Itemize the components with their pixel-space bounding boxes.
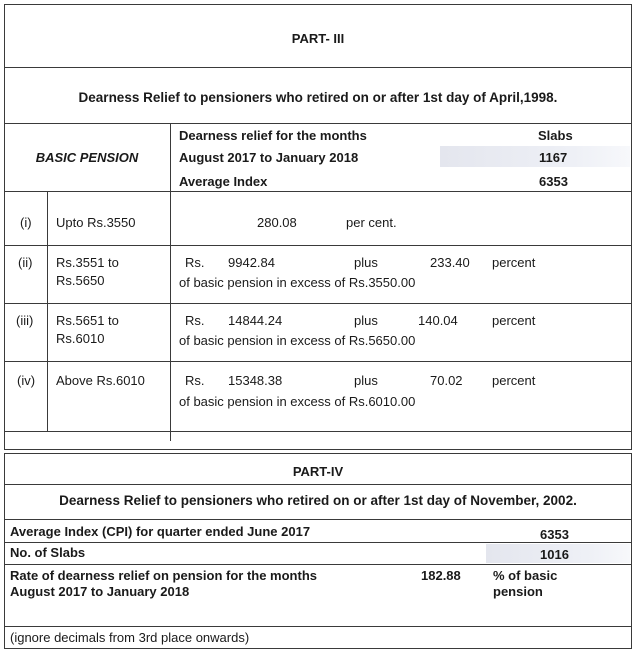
row-amount: 14844.24	[228, 313, 283, 328]
row-plus: per cent.	[346, 215, 397, 230]
months-range-label: August 2017 to January 2018	[179, 150, 359, 165]
rate-months-label: August 2017 to January 2018	[10, 584, 190, 599]
divider	[4, 626, 632, 627]
row-range: Rs.5651 to	[56, 313, 119, 328]
divider	[4, 484, 632, 485]
row-percent-word: percent	[492, 373, 536, 388]
row-plus: plus	[354, 255, 378, 270]
slabs-shade	[440, 146, 630, 167]
row-amount: 15348.38	[228, 373, 283, 388]
row-plus: plus	[354, 313, 378, 328]
row-number: (ii)	[18, 255, 33, 270]
rate-unit-continued: pension	[493, 584, 543, 599]
slabs-value: 1167	[539, 150, 568, 165]
rate-value: 182.88	[421, 568, 461, 583]
row-number: (i)	[20, 215, 32, 230]
row-excess: of basic pension in excess of Rs.6010.00	[179, 394, 416, 409]
row-amount: 9942.84	[228, 255, 275, 270]
divider	[170, 123, 171, 441]
row-plus: plus	[354, 373, 378, 388]
average-index-value: 6353	[539, 174, 568, 189]
row-rs: Rs.	[185, 373, 205, 388]
row-excess: of basic pension in excess of Rs.3550.00	[179, 275, 416, 290]
slabs-label: Slabs	[538, 128, 573, 143]
rate-label: Rate of dearness relief on pension for the months	[10, 568, 317, 583]
average-index-label: Average Index	[179, 174, 268, 189]
avg-index-value: 6353	[540, 527, 569, 542]
divider	[4, 519, 632, 520]
part3-title: PART- III	[291, 31, 345, 46]
divider	[4, 542, 632, 543]
row-percent-value: 233.40	[430, 255, 470, 270]
row-percent-value: 70.02	[430, 373, 463, 388]
divider	[4, 123, 632, 124]
divider	[47, 191, 48, 431]
rate-unit: % of basic	[493, 568, 558, 583]
part3-subtitle: Dearness Relief to pensioners who retired on or after 1st day of April,1998.	[78, 90, 558, 105]
row-excess: of basic pension in excess of Rs.5650.00	[179, 333, 416, 348]
divider	[4, 67, 632, 68]
row-range: Above Rs.6010	[56, 373, 145, 388]
part4-title: PART-IV	[292, 464, 344, 479]
no-of-slabs-value: 1016	[540, 547, 569, 562]
divider	[4, 245, 632, 246]
divider	[4, 191, 632, 192]
row-number: (iii)	[16, 313, 34, 328]
row-range: Upto Rs.3550	[56, 215, 136, 230]
row-amount: 280.08	[257, 215, 297, 230]
row-rs: Rs.	[185, 313, 205, 328]
row-range-end: Rs.6010	[56, 331, 105, 346]
row-percent-word: percent	[492, 255, 536, 270]
no-of-slabs-label: No. of Slabs	[10, 545, 86, 560]
row-rs: Rs.	[185, 255, 205, 270]
divider	[4, 303, 632, 304]
divider	[4, 361, 632, 362]
divider	[4, 564, 632, 565]
row-percent-word: percent	[492, 313, 536, 328]
row-number: (iv)	[17, 373, 36, 388]
row-range-end: Rs.5650	[56, 273, 105, 288]
divider	[4, 431, 632, 432]
part4-subtitle: Dearness Relief to pensioners who retired on or after 1st day of November, 2002.	[59, 493, 577, 508]
row-range: Rs.3551 to	[56, 255, 119, 270]
avg-index-label: Average Index (CPI) for quarter ended June 2017	[10, 524, 311, 539]
months-label: Dearness relief for the months	[179, 128, 367, 143]
note: (ignore decimals from 3rd place onwards)	[10, 630, 250, 645]
row-percent-value: 140.04	[418, 313, 458, 328]
basic-pension-label: BASIC PENSION	[35, 150, 139, 165]
